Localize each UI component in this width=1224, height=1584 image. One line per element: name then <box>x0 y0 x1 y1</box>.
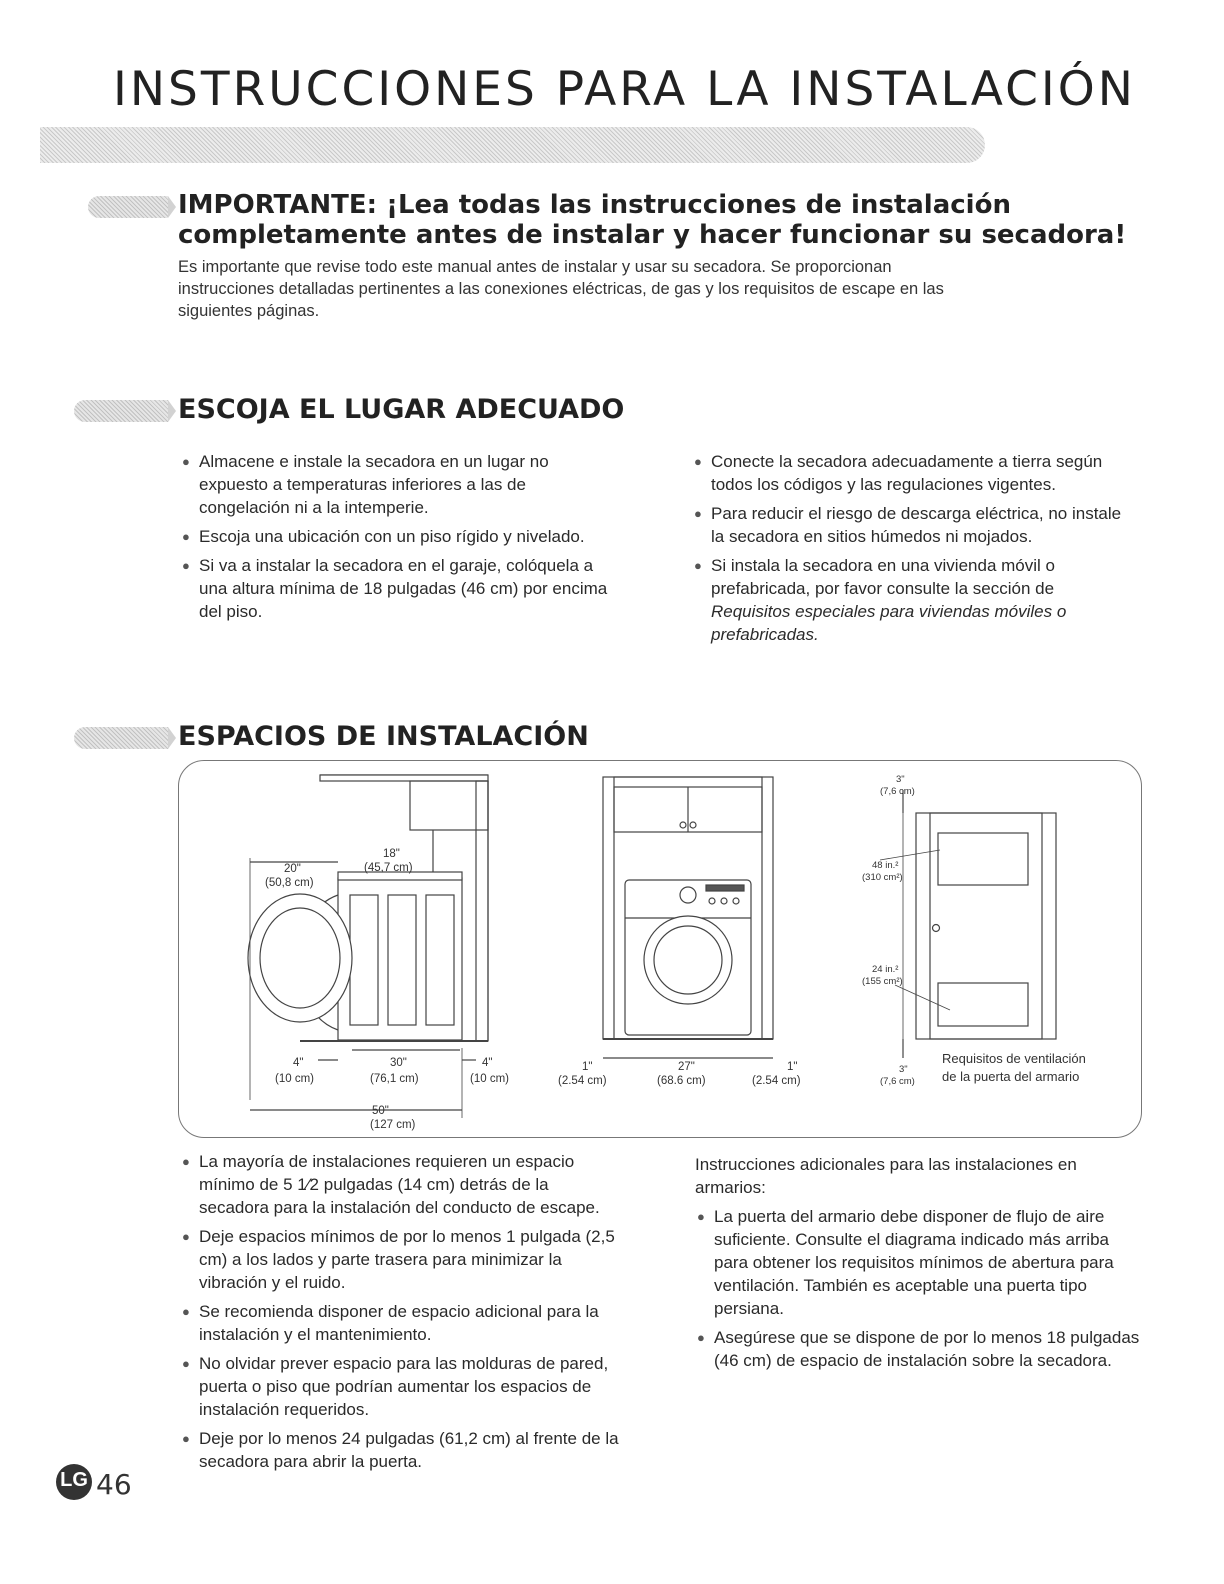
dim-1-right-cm: (2.54 cm) <box>752 1075 801 1087</box>
closet-instructions-intro: Instrucciones adicionales para las instalaciones en armarios: <box>695 1155 1077 1197</box>
side-door-open <box>248 894 352 1022</box>
list-item <box>180 1150 620 1219</box>
area-24-cm: (155 cm²) <box>862 976 903 987</box>
dim-18-cm: (45,7 cm) <box>364 862 413 874</box>
list-item-text: Conecte la secadora adecuadamente a tierra según todos los códigos y las regulaciones vigentes. <box>711 452 1103 494</box>
bullet-icon: ● <box>182 1154 190 1169</box>
vent-caption-line2: de la puerta del armario <box>942 1069 1080 1084</box>
list-item-text: Para reducir el riesgo de descarga eléctrica, no instale la secadora en sitios húmedos ni mojados. <box>711 504 1122 546</box>
area-48-in: 48 in.² <box>872 860 899 871</box>
list-item-text: Se recomienda disponer de espacio adicional para la instalación y el mantenimiento. <box>199 1302 599 1344</box>
lg-logo-icon <box>56 1464 92 1500</box>
dim-4-left-in: 4" <box>293 1057 304 1069</box>
dim-3-top-in: 3" <box>896 774 905 785</box>
list-item-italic-text: Requisitos especiales para viviendas móviles o prefabricadas. <box>711 602 1067 644</box>
bullet-icon: ● <box>182 558 190 573</box>
list-item-text: Deje por lo menos 24 pulgadas (61,2 cm) al frente de la secadora para abrir la puerta. <box>199 1429 619 1471</box>
vent-caption-line1: Requisitos de ventilación <box>942 1051 1086 1066</box>
bullet-icon: ● <box>182 454 190 469</box>
bullet-icon: ● <box>697 1209 705 1224</box>
list-item <box>180 1352 620 1421</box>
dim-4-right-cm: (10 cm) <box>470 1073 509 1085</box>
dim-20-cm: (50,8 cm) <box>265 877 314 889</box>
dim-1-left-cm: (2.54 cm) <box>558 1075 607 1087</box>
dim-3-top-cm: (7,6 cm) <box>880 786 915 797</box>
important-heading-line2: completamente antes de instalar y hacer funcionar su secadora! <box>178 220 1127 250</box>
location-heading: ESCOJA EL LUGAR ADECUADO <box>178 394 625 425</box>
list-item <box>180 1300 620 1346</box>
bullet-icon: ● <box>694 454 702 469</box>
list-item-text: No olvidar prever espacio para las molduras de pared, puerta o piso que podrían aumentar los espacios de instalación requeridos. <box>199 1354 609 1419</box>
dim-4-left-cm: (10 cm) <box>275 1073 314 1085</box>
list-item-text: La puerta del armario debe disponer de flujo de aire suficiente. Consulte el diagrama indicado más arriba para obtener los requisitos mínimos de abertura para ventilación. También es aceptable una puerta tipo persiana. <box>714 1207 1114 1318</box>
bullet-icon: ● <box>182 529 190 544</box>
list-item <box>695 1326 1140 1372</box>
list-item-text: Deje espacios mínimos de por lo menos 1 pulgada (2,5 cm) a los lados y parte trasera para minimizar la vibración y el ruido. <box>199 1227 615 1292</box>
area-48-cm: (310 cm²) <box>862 872 903 883</box>
upper-vent-opening <box>938 833 1028 885</box>
list-item-text: Si instala la secadora en una vivienda móvil o prefabricada, por favor consulte la sección de <box>711 556 1055 598</box>
closet-door-knob <box>933 925 940 932</box>
list-item-text: Almacene e instale la secadora en un lugar no expuesto a temperaturas inferiores a las de congelación ni a la intemperie. <box>199 452 549 517</box>
dim-20-in: 20" <box>284 863 301 875</box>
side-wall <box>476 781 488 1041</box>
list-item <box>180 1225 620 1294</box>
dim-27-in: 27" <box>678 1061 695 1073</box>
bullet-icon: ● <box>694 506 702 521</box>
dim-27-cm: (68.6 cm) <box>657 1075 706 1087</box>
dim-3-bottom-cm: (7,6 cm) <box>880 1076 915 1087</box>
lower-vent-opening <box>938 983 1028 1026</box>
dim-30-cm: (76,1 cm) <box>370 1073 419 1085</box>
intro-line: instrucciones detalladas pertinentes a las conexiones eléctricas, de gas y los requisitos de escape en las <box>178 280 944 298</box>
side-dryer-body <box>338 878 462 1040</box>
page-title: INSTRUCCIONES PARA LA INSTALACIÓN <box>113 62 1136 117</box>
side-shelf <box>320 775 488 781</box>
bullet-icon: ● <box>182 1356 190 1371</box>
list-item <box>695 1205 1140 1320</box>
intro-line: Es importante que revise todo este manual antes de instalar y usar su secadora. Se proporcionan <box>178 258 892 276</box>
clearances-left-list <box>180 1150 620 1479</box>
closet-door-frame <box>916 813 1056 1039</box>
intro-line: siguientes páginas. <box>178 302 320 320</box>
important-heading-line1: IMPORTANTE: ¡Lea todas las instrucciones de instalación <box>178 190 1011 220</box>
list-item-text: Escoja una ubicación con un piso rígido y nivelado. <box>199 527 585 546</box>
dim-3-bottom-in: 3" <box>899 1064 908 1075</box>
bullet-icon: ● <box>182 1229 190 1244</box>
front-dryer-display <box>706 885 744 891</box>
area-24-in: 24 in.² <box>872 964 899 975</box>
bullet-icon: ● <box>182 1431 190 1446</box>
logo-text: LG <box>60 1469 88 1491</box>
dim-50-cm: (127 cm) <box>370 1119 416 1131</box>
dim-1-right-in: 1" <box>787 1061 798 1073</box>
dim-30-in: 30" <box>390 1057 407 1069</box>
bullet-icon: ● <box>697 1330 705 1345</box>
list-item <box>180 1427 620 1473</box>
list-item-text: Asegúrese que se dispone de por lo menos 18 pulgadas (46 cm) de espacio de instalación sobre la secadora. <box>714 1328 1140 1370</box>
dim-18-in: 18" <box>383 848 400 860</box>
clearances-right-list <box>695 1205 1140 1378</box>
dim-4-right-in: 4" <box>482 1057 493 1069</box>
list-item-text: La mayoría de instalaciones requieren un espacio mínimo de 5 1⁄2 pulgadas (14 cm) detrás de la secadora para la instalación del conducto de escape. <box>199 1152 600 1217</box>
page-number: 46 <box>96 1468 132 1501</box>
clearances-heading: ESPACIOS DE INSTALACIÓN <box>178 721 589 752</box>
dim-1-left-in: 1" <box>582 1061 593 1073</box>
bullet-icon: ● <box>182 1304 190 1319</box>
front-dryer-door <box>644 916 732 1004</box>
dim-50-in: 50" <box>372 1105 389 1117</box>
bullet-icon: ● <box>694 558 702 573</box>
list-item-text: Si va a instalar la secadora en el garaje, colóquela a una altura mínima de 18 pulgadas (46 cm) por encima del piso. <box>199 556 608 621</box>
